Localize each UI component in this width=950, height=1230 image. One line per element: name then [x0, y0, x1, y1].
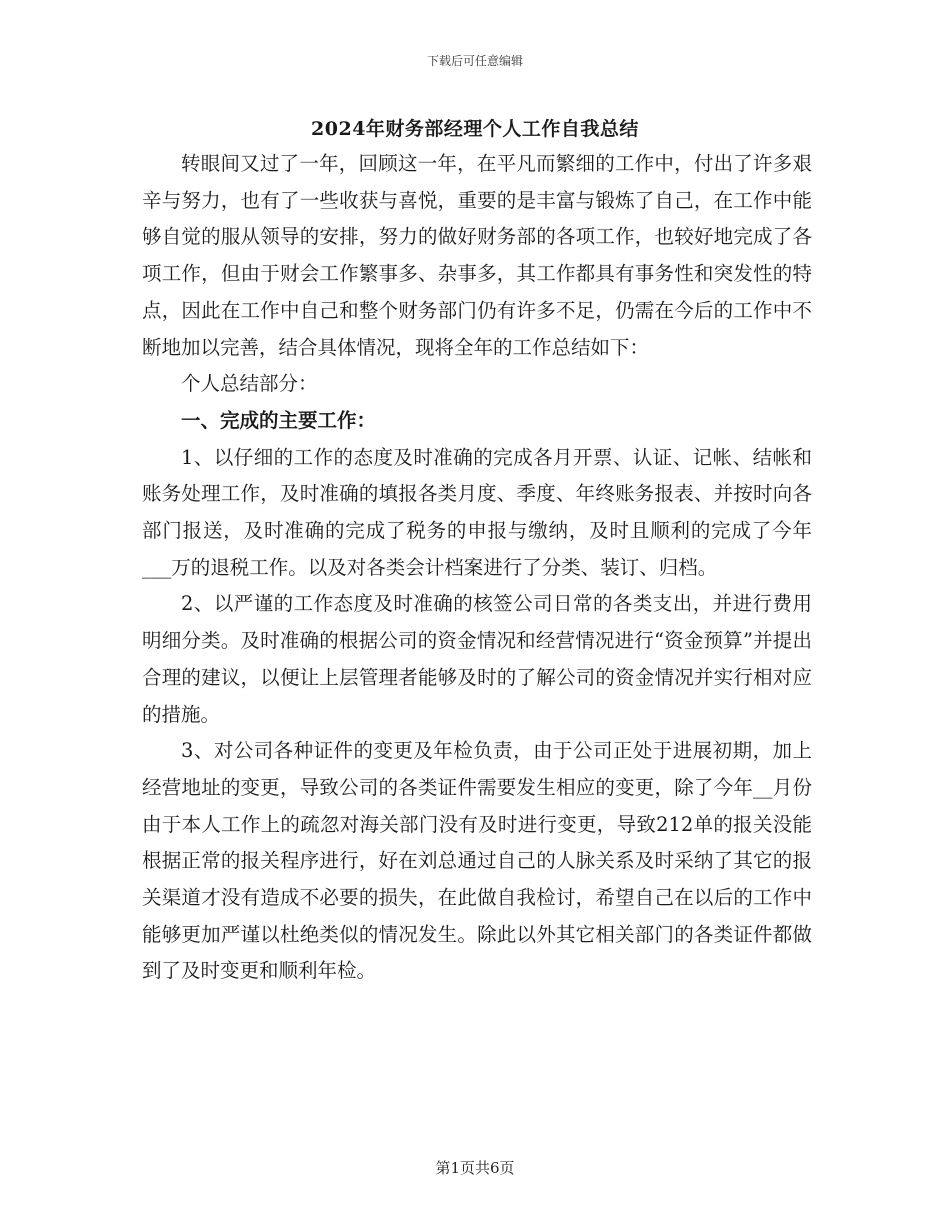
- paragraph-item-3: 3、对公司各种证件的变更及年检负责，由于公司正处于进展初期，加上经营地址的变更，导致公司的各类证件需要发生相应的变更，除了今年__月份由于本人工作上的疏忽对海关部门没有及时进行变更，导致212单的报关没能根据正常的报关程序进行，好在刘总通过自己的人脉关系及时采纳了其它的报关渠道才没有造成不必要的损失，在此做自我检讨，希望自己在以后的工作中能够更加严谨以杜绝类似的情况发生。除此以外其它相关部门的各类证件都做到了及时变更和顺利年检。: [142, 739, 812, 983]
- paragraph-personal-summary: 个人总结部分：: [181, 372, 318, 396]
- paragraph-intro: 转眼间又过了一年，回顾这一年，在平凡而繁细的工作中，付出了许多艰辛与努力，也有了一些收获与喜悦，重要的是丰富与锻炼了自己，在工作中能够自觉的服从领导的安排，努力的做好财务部的各项工作，也较好地完成了各项工作，但由于财会工作繁事多、杂事多，其工作都具有事务性和突发性的特点，因此在工作中自己和整个财务部门仍有许多不足，仍需在今后的工作中不断地加以完善，结合具体情况，现将全年的工作总结如下：: [142, 152, 812, 359]
- document-title: 2024年财务部经理个人工作自我总结: [311, 118, 639, 140]
- header-note: 下载后可任意编辑: [426, 54, 523, 68]
- paragraph-item-2: 2、以严谨的工作态度及时准确的核签公司日常的各类支出，并进行费用明细分类。及时准确的根据公司的资金情况和经营情况进行“资金预算”并提出合理的建议，以便让上层管理者能够及时的了解公司的资金情况并实行相对应的措施。: [142, 592, 812, 726]
- document-body: [142, 146, 812, 990]
- page-number: 第1页共6页: [435, 1159, 515, 1177]
- paragraph-item-1: 1、以仔细的工作的态度及时准确的完成各月开票、认证、记帐、结帐和账务处理工作，及时准确的填报各类月度、季度、年终账务报表、并按时向各部门报送，及时准确的完成了税务的申报与缴纳，及时且顺利的完成了今年___万的退税工作。以及对各类会计档案进行了分类、装订、归档。: [142, 445, 812, 579]
- section-heading-main-work: 一、完成的主要工作：: [181, 408, 377, 432]
